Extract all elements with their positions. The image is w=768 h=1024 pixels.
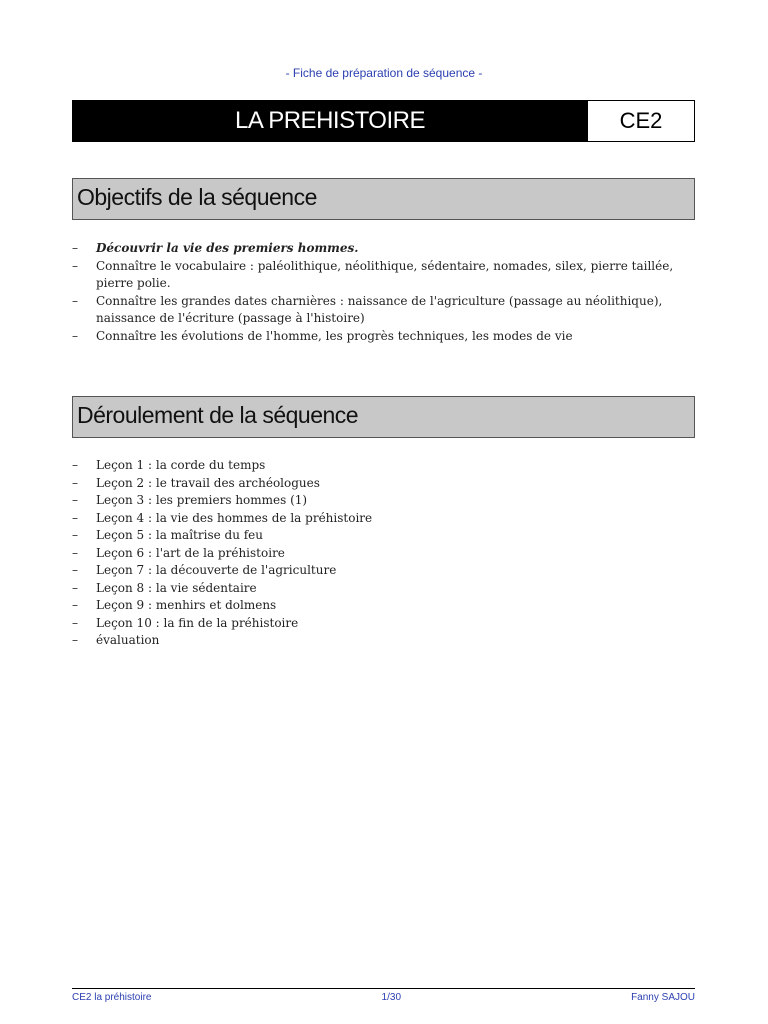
list-item <box>72 240 692 258</box>
lecon-text: Leçon 8 : la vie sédentaire <box>96 580 257 595</box>
dash-bullet: – <box>72 580 78 595</box>
lecon-text: évaluation <box>96 633 160 647</box>
objective-text: Connaître les évolutions de l'homme, les progrès techniques, les modes de vie <box>96 328 573 343</box>
page-footer <box>72 992 695 1003</box>
dash-bullet: – <box>72 475 78 490</box>
objective-text: Découvrir la vie des premiers hommes. <box>96 241 359 255</box>
list-item <box>72 562 692 580</box>
dash-bullet: – <box>72 493 78 507</box>
list-item <box>72 510 692 528</box>
lecon-text: Leçon 1 : la corde du temps <box>96 458 266 472</box>
list-item <box>72 580 692 598</box>
dash-bullet: – <box>72 458 78 472</box>
lecon-text: Leçon 7 : la découverte de l'agriculture <box>96 563 337 577</box>
dash-bullet: – <box>72 510 78 525</box>
lecon-text: Leçon 10 : la fin de la préhistoire <box>96 615 299 630</box>
page-title: LA PREHISTOIRE <box>73 101 587 141</box>
objective-text: Connaître les grandes dates charnières : naissance de l'agriculture (passage au néolithique), naissance de l'écriture (passage à l'histoire) <box>96 293 663 325</box>
dash-bullet: – <box>72 545 78 560</box>
list-item <box>72 328 692 346</box>
list-item <box>72 632 692 650</box>
list-item <box>72 527 692 545</box>
dash-bullet: – <box>72 293 78 308</box>
dash-bullet: – <box>72 528 78 542</box>
dash-bullet: – <box>72 563 78 577</box>
objectifs-list <box>72 240 692 345</box>
dash-bullet: – <box>72 633 78 647</box>
title-bar <box>72 100 695 142</box>
list-item <box>72 475 692 493</box>
lecon-text: Leçon 2 : le travail des archéologues <box>96 475 320 490</box>
footer-left: CE2 la préhistoire <box>72 992 152 1003</box>
lecon-text: Leçon 5 : la maîtrise du feu <box>96 528 264 542</box>
dash-bullet: – <box>72 258 78 273</box>
lecons-list <box>72 457 692 650</box>
dash-bullet: – <box>72 241 78 255</box>
deroulement-heading: Déroulement de la séquence <box>72 396 695 438</box>
list-item <box>72 293 692 328</box>
dash-bullet: – <box>72 328 78 343</box>
footer-divider <box>72 988 695 989</box>
lecon-text: Leçon 3 : les premiers hommes (1) <box>96 493 308 507</box>
class-level: CE2 <box>587 101 694 141</box>
objectifs-heading: Objectifs de la séquence <box>72 178 695 220</box>
dash-bullet: – <box>72 615 78 630</box>
list-item <box>72 545 692 563</box>
list-item <box>72 597 692 615</box>
lecon-text: Leçon 6 : l'art de la préhistoire <box>96 545 285 560</box>
list-item <box>72 615 692 633</box>
objective-text: Connaître le vocabulaire : paléolithique, néolithique, sédentaire, nomades, silex, pierre taillée, pierre polie. <box>96 258 674 290</box>
lecon-text: Leçon 4 : la vie des hommes de la préhistoire <box>96 510 373 525</box>
footer-author: Fanny SAJOU <box>631 992 695 1003</box>
lecon-text: Leçon 9 : menhirs et dolmens <box>96 598 277 612</box>
page-number: 1/30 <box>381 992 402 1003</box>
list-item <box>72 258 692 293</box>
list-item <box>72 457 692 475</box>
document-subtitle: - Fiche de préparation de séquence - <box>285 66 483 80</box>
list-item <box>72 492 692 510</box>
dash-bullet: – <box>72 598 78 612</box>
